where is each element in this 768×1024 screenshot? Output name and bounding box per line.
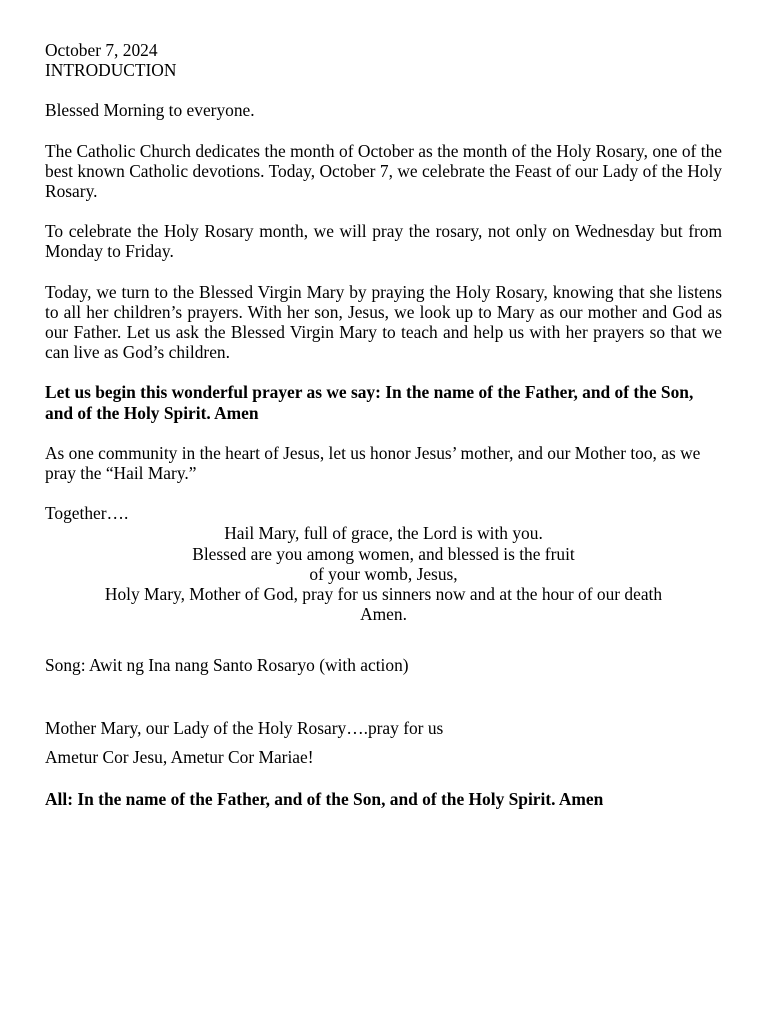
paragraph-blessed-virgin: Today, we turn to the Blessed Virgin Mary by praying the Holy Rosary, knowing that she listens to all her children’s prayers. With her son, Jesus, we look up to Mary as our mother and God as our Father. Let us ask the Blessed Virgin Mary to teach and help us with her prayers so that we can live as God’s children. xyxy=(45,281,722,363)
prayer-line: of your womb, Jesus, xyxy=(309,563,458,584)
together-label: Together…. xyxy=(45,503,129,524)
paragraph-rosary-schedule: To celebrate the Holy Rosary month, we will pray the rosary, not only on Wednesday but from Monday to Friday. xyxy=(45,221,722,262)
paragraph-hail-mary-intro: As one community in the heart of Jesus, let us honor Jesus’ mother, and our Mother too, as we pray the “Hail Mary.” xyxy=(45,442,701,484)
invocation-mother-mary: Mother Mary, our Lady of the Holy Rosary….pray for us xyxy=(45,717,444,738)
song-line: Song: Awit ng Ina nang Santo Rosaryo (with action) xyxy=(45,655,409,676)
paragraph-holy-rosary-month: The Catholic Church dedicates the month of October as the month of the Holy Rosary, one of the best known Catholic devotions. Today, October 7, we celebrate the Feast of our Lady of the Holy Rosary. xyxy=(45,140,722,202)
document-page xyxy=(45,40,722,809)
closing-sign-of-cross: All: In the name of the Father, and of the Son, and of the Holy Spirit. Amen xyxy=(45,789,604,810)
document-title: INTRODUCTION xyxy=(45,60,177,81)
document-date: October 7, 2024 xyxy=(45,40,158,60)
invocation-ametur: Ametur Cor Jesu, Ametur Cor Mariae! xyxy=(45,746,314,767)
prayer-line: Hail Mary, full of grace, the Lord is with you. xyxy=(224,523,543,544)
prayer-line: Amen. xyxy=(360,604,407,625)
sign-of-cross-opening: Let us begin this wonderful prayer as we say: In the name of the Father, and of the Son, and of the Holy Spirit. Amen xyxy=(45,382,694,423)
hail-mary-prayer xyxy=(45,523,722,624)
prayer-line: Holy Mary, Mother of God, pray for us sinners now and at the hour of our death xyxy=(104,584,663,605)
greeting: Blessed Morning to everyone. xyxy=(45,100,255,121)
prayer-line: Blessed are you among women, and blessed is the fruit xyxy=(192,543,575,564)
